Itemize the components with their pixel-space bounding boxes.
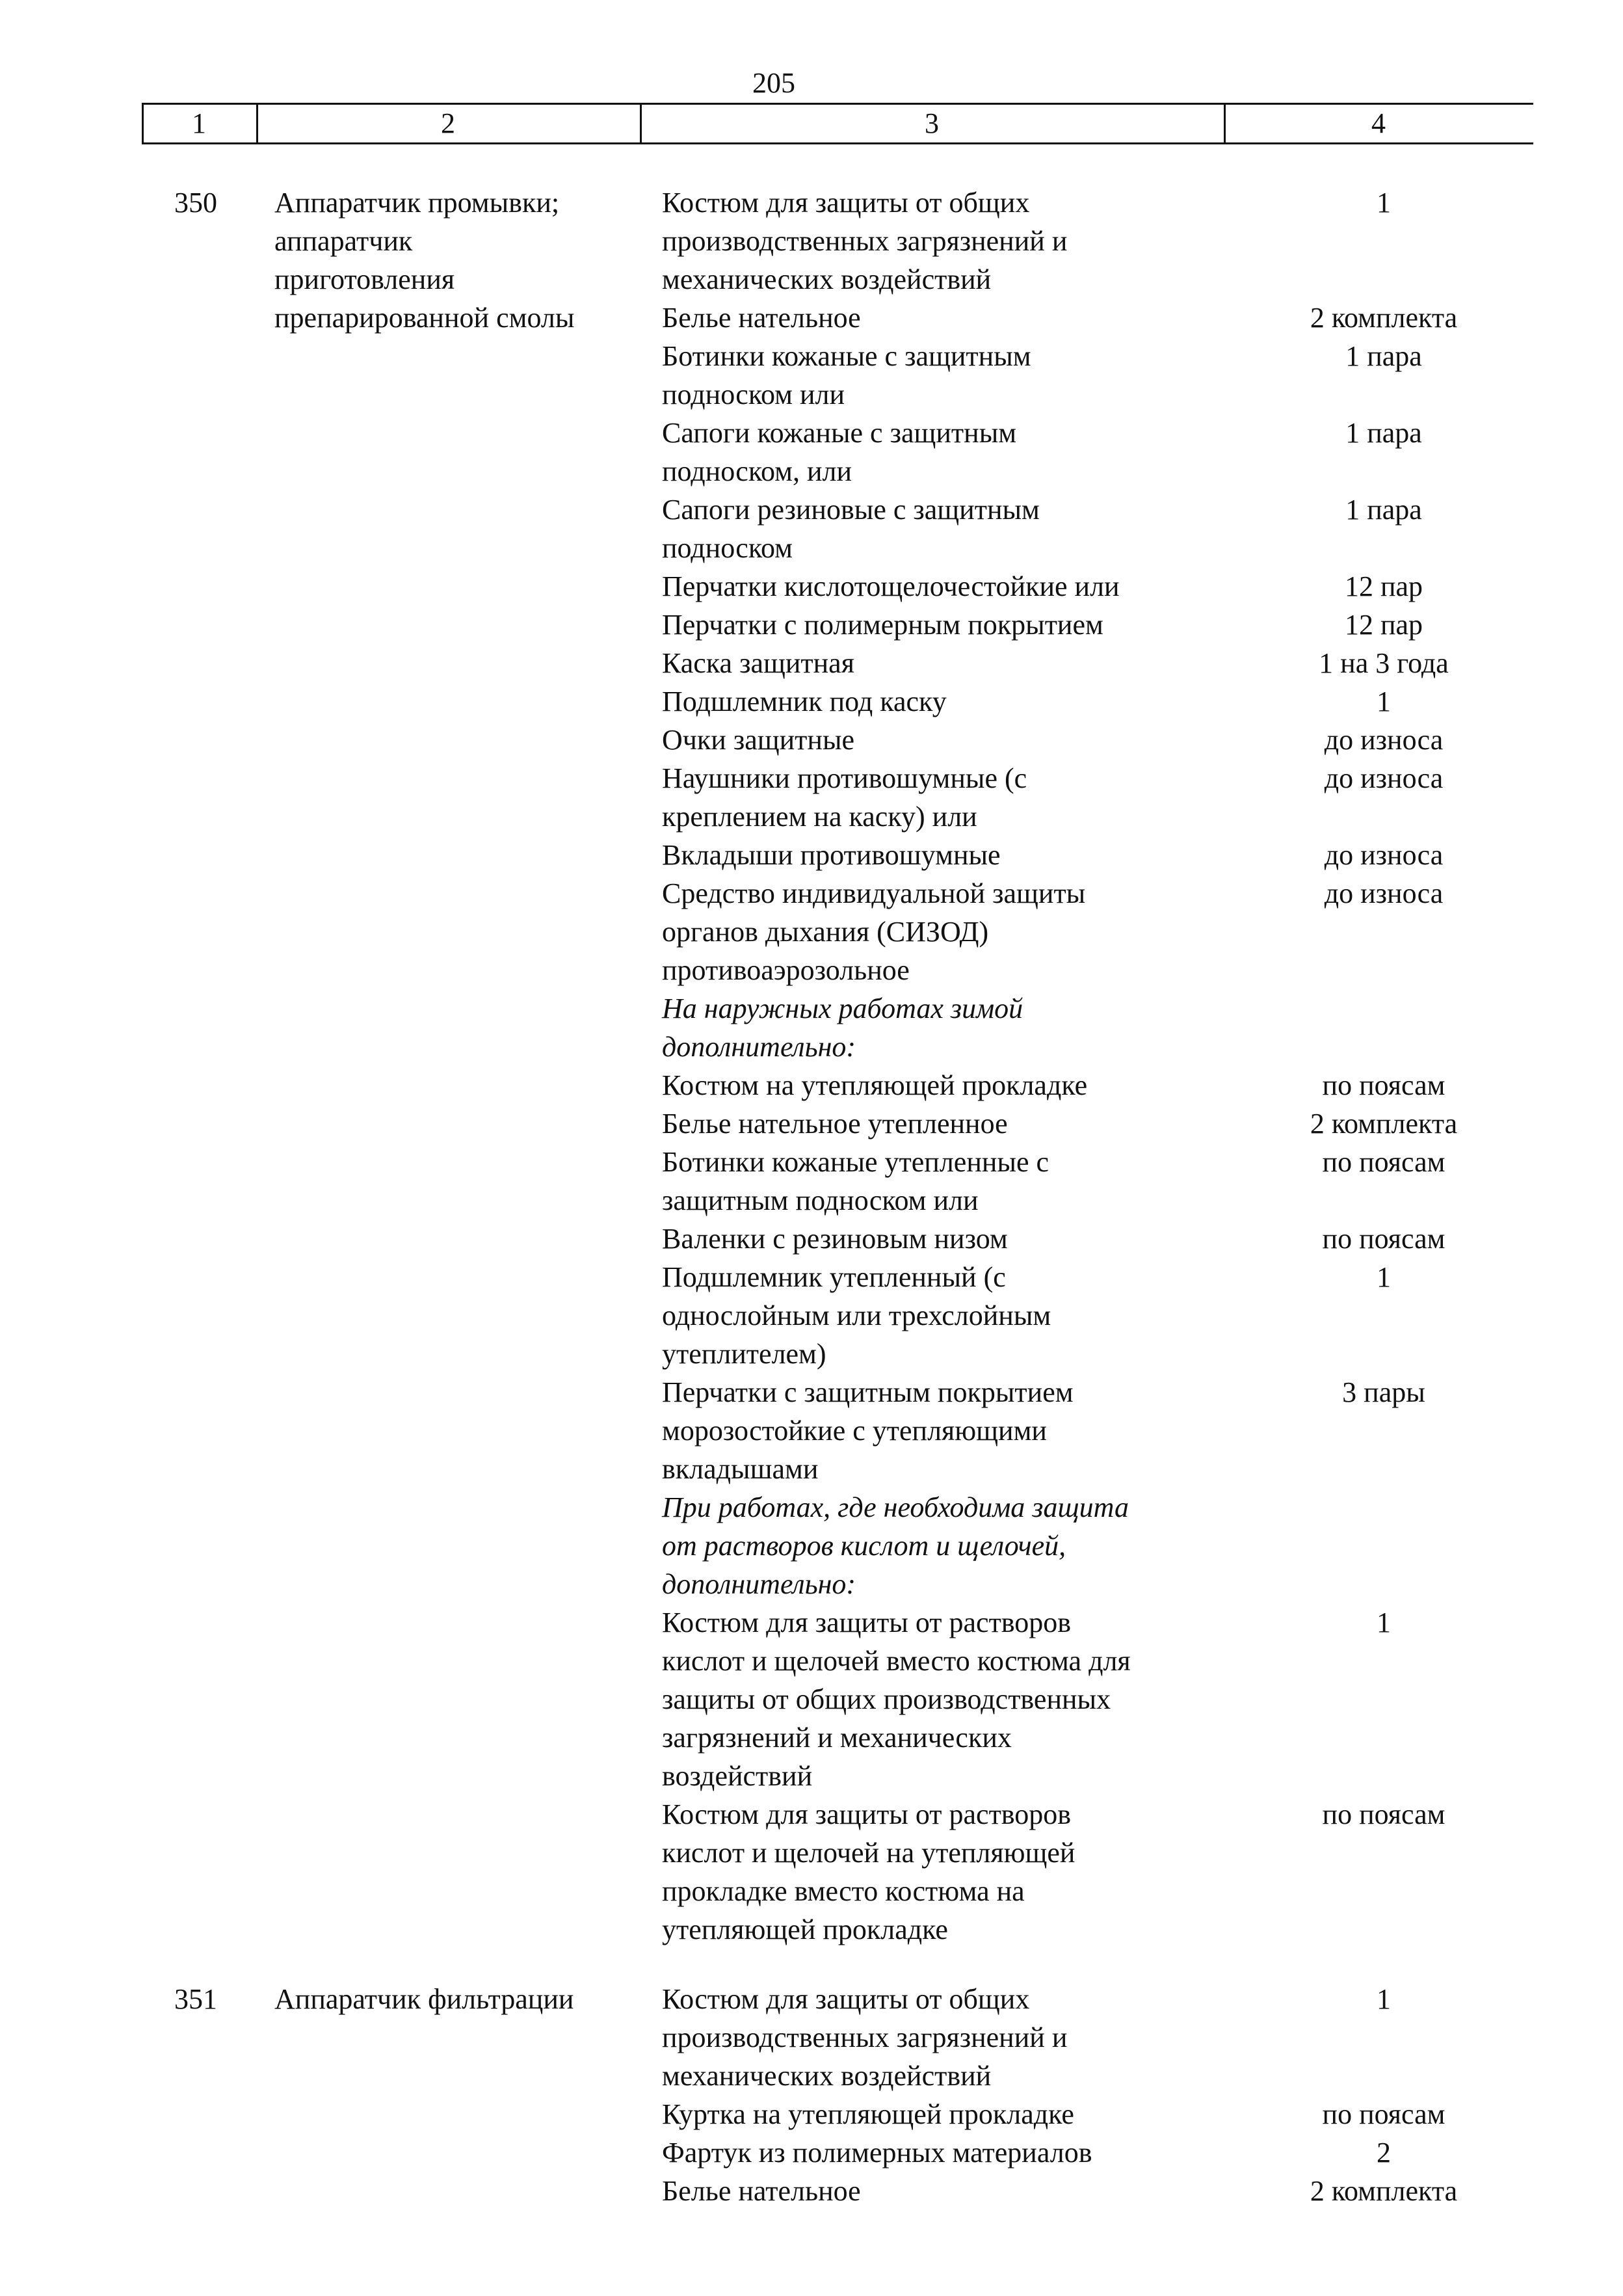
item-line: креплением на каску) или (662, 801, 977, 833)
section-note (662, 989, 1234, 1066)
item-name (662, 2133, 1234, 2172)
item-line: производственных загрязнений и (662, 225, 1068, 257)
item-line: дополнительно: (662, 1031, 856, 1063)
item-quantity: 1 (1377, 1261, 1391, 1293)
item-line: механических воздействий (662, 2060, 992, 2092)
item-line: Куртка на утепляющей прокладке (662, 2098, 1074, 2130)
item-name (662, 490, 1234, 567)
item-line: Перчатки с полимерным покрытием (662, 609, 1103, 641)
item-name (662, 1980, 1234, 2095)
item-quantity: 1 пара (1345, 417, 1422, 449)
section-note (662, 1488, 1234, 1603)
item-line: подноском, или (662, 455, 852, 487)
item-quantity: 1 на 3 года (1319, 647, 1449, 679)
item-quantity: 1 (1377, 686, 1391, 717)
item-name (662, 414, 1234, 490)
item-name (662, 682, 1234, 721)
item-name (662, 2172, 1234, 2210)
item-line: Фартук из полимерных материалов (662, 2137, 1092, 2169)
item-line: морозостойкие с утепляющими (662, 1415, 1047, 1447)
item-line: кислот и щелочей на утепляющей (662, 1837, 1075, 1869)
item-name (662, 1373, 1234, 1488)
occupation-name (274, 183, 639, 337)
item-line: от растворов кислот и щелочей, (662, 1530, 1066, 1562)
page-number: 205 (752, 67, 795, 99)
item-line: противоаэрозольное (662, 954, 910, 986)
header-col-2: 2 (441, 107, 455, 139)
item-name (662, 299, 1234, 337)
item-line: защитным подноском или (662, 1184, 979, 1216)
item-line: прокладке вместо костюма на (662, 1875, 1025, 1907)
item-line: Подшлемник утепленный (с (662, 1261, 1006, 1293)
item-name (662, 1066, 1234, 1104)
item-line: Костюм для защиты от растворов (662, 1607, 1072, 1638)
occupation-line: Аппаратчик фильтрации (274, 1983, 574, 2015)
item-line: подноском (662, 532, 793, 564)
item-line: воздействий (662, 1760, 813, 1792)
item-line: Подшлемник под каску (662, 686, 947, 717)
item-name (662, 644, 1234, 682)
item-name (662, 836, 1234, 874)
item-line: Белье нательное утепленное (662, 1108, 1008, 1140)
item-line: Костюм для защиты от общих (662, 1983, 1030, 2015)
item-line: При работах, где необходима защита (662, 1491, 1129, 1523)
item-line: однослойным или трехслойным (662, 1300, 1051, 1331)
item-line: Белье нательное (662, 2175, 861, 2207)
item-name (662, 337, 1234, 414)
item-quantity: до износа (1324, 839, 1444, 871)
item-line: Перчатки с защитным покрытием (662, 1376, 1074, 1408)
item-line: Костюм для защиты от растворов (662, 1798, 1072, 1830)
item-quantity: до износа (1324, 762, 1444, 794)
item-quantity: 2 комплекта (1310, 1108, 1458, 1140)
item-line: Белье нательное (662, 302, 861, 334)
item-name (662, 721, 1234, 759)
header-col-4: 4 (1371, 107, 1386, 139)
item-line: Перчатки кислотощелочестойкие или (662, 570, 1120, 602)
item-quantity: 1 (1377, 1983, 1391, 2015)
item-quantity: 2 комплекта (1310, 2175, 1458, 2207)
item-quantity: 12 пар (1344, 570, 1423, 602)
item-line: утепляющей прокладке (662, 1914, 948, 1945)
item-quantity: 2 комплекта (1310, 302, 1458, 334)
item-line: Средство индивидуальной защиты (662, 877, 1086, 909)
item-name (662, 567, 1234, 606)
item-line: Сапоги кожаные с защитным (662, 417, 1017, 449)
item-quantity: 2 (1377, 2137, 1391, 2169)
occupation-line: аппаратчик (274, 225, 413, 257)
item-quantity: до износа (1324, 724, 1444, 756)
occupation-line: Аппаратчик промывки; (274, 187, 560, 219)
item-name (662, 1258, 1234, 1373)
item-quantity: по поясам (1322, 1798, 1445, 1830)
item-quantity: по поясам (1322, 2098, 1445, 2130)
row-number: 351 (174, 1983, 217, 2015)
item-quantity: до износа (1324, 877, 1444, 909)
item-line: Наушники противошумные (с (662, 762, 1027, 794)
item-quantity: 1 пара (1345, 340, 1422, 372)
item-line: На наружных работах зимой (662, 993, 1023, 1024)
item-line: защиты от общих производственных (662, 1683, 1111, 1715)
item-line: Очки защитные (662, 724, 855, 756)
item-name (662, 759, 1234, 836)
item-quantity: по поясам (1322, 1223, 1445, 1255)
item-line: Ботинки кожаные утепленные с (662, 1146, 1049, 1178)
item-quantity: 1 (1377, 1607, 1391, 1638)
item-quantity: 3 пары (1342, 1376, 1425, 1408)
item-line: Сапоги резиновые с защитным (662, 494, 1040, 526)
item-line: загрязнений и механических (662, 1722, 1012, 1754)
item-quantity: по поясам (1322, 1069, 1445, 1101)
occupation-name (274, 1980, 639, 2018)
item-name (662, 183, 1234, 299)
item-line: Костюм на утепляющей прокладке (662, 1069, 1088, 1101)
row-number: 350 (174, 187, 217, 219)
item-name (662, 1795, 1234, 1949)
item-name (662, 1104, 1234, 1143)
item-name (662, 1143, 1234, 1220)
item-line: дополнительно: (662, 1568, 856, 1600)
item-name (662, 606, 1234, 644)
item-line: Вкладыши противошумные (662, 839, 1001, 871)
item-quantity: 1 пара (1345, 494, 1422, 526)
item-quantity: по поясам (1322, 1146, 1445, 1178)
table-header (142, 103, 1533, 144)
item-line: органов дыхания (СИЗОД) (662, 916, 989, 948)
item-line: кислот и щелочей вместо костюма для (662, 1645, 1131, 1677)
item-line: Ботинки кожаные с защитным (662, 340, 1031, 372)
occupation-line: препарированной смолы (274, 302, 575, 334)
item-line: утеплителем) (662, 1338, 826, 1370)
item-line: Каска защитная (662, 647, 854, 679)
item-quantity: 1 (1377, 187, 1391, 219)
item-name (662, 2095, 1234, 2133)
item-line: механических воздействий (662, 263, 992, 295)
item-line: Валенки с резиновым низом (662, 1223, 1008, 1255)
occupation-line: приготовления (274, 263, 455, 295)
item-name (662, 1603, 1234, 1795)
item-line: вкладышами (662, 1453, 819, 1485)
item-name (662, 874, 1234, 989)
item-quantity: 12 пар (1344, 609, 1423, 641)
item-line: Костюм для защиты от общих (662, 187, 1030, 219)
header-col-1: 1 (192, 107, 206, 139)
item-line: подноском или (662, 379, 845, 410)
item-line: производственных загрязнений и (662, 2022, 1068, 2053)
item-name (662, 1220, 1234, 1258)
header-col-3: 3 (925, 107, 939, 139)
